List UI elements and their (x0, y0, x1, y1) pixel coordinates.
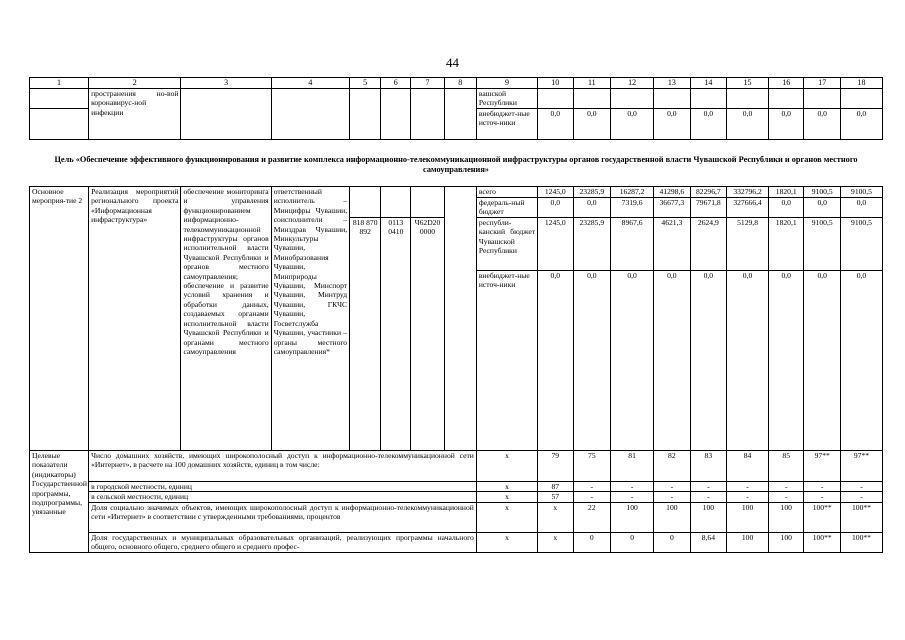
cont-col5 (350, 89, 381, 140)
indicator-value: 0 (611, 532, 654, 552)
funding-value: 36677,3 (654, 198, 691, 218)
grbs-code: 818 870 892 (350, 218, 381, 451)
measure-description: обеспечение мониторинга и управления функционированием информационно-телекоммуникационной инфраструктуры органов исполнительной власти Чувашской Республики и органов местного самоуправления; обеспечение и развитие условий хранения и обработки данных, создаваемых органами исполнительной власти Чувашской Республики и органами местного самоуправления (181, 187, 271, 451)
indicator-value: 8,64 (690, 532, 727, 552)
source-republic: республи-канский бюджет Чувашской Республики (476, 218, 537, 271)
indicator-value: - (573, 482, 611, 492)
continuation-table (29, 77, 883, 140)
main-table (29, 186, 883, 553)
indicator-value: - (573, 492, 611, 502)
indicator-value: - (654, 492, 691, 502)
funding-value: 0,0 (769, 271, 804, 451)
cont-extrabudget-value: 0,0 (840, 109, 882, 140)
funding-value: 0,0 (573, 198, 611, 218)
funding-value: 0,0 (573, 271, 611, 451)
funding-value: 1820,1 (769, 218, 804, 271)
indicator-row (30, 451, 883, 482)
header-col-18: 18 (840, 78, 882, 89)
cont-col1 (30, 89, 89, 109)
header-col-8: 8 (444, 78, 476, 89)
funding-value: 82296,7 (690, 187, 727, 198)
page-number: 44 (446, 55, 459, 70)
funding-value: 9100,5 (804, 187, 841, 198)
indicator-value: 97** (804, 451, 841, 482)
indicator-value: 100 (769, 532, 804, 552)
funding-value: 5129,8 (727, 218, 769, 271)
indicator-value: - (804, 482, 841, 492)
indicator-text: Доля государственных и муниципальных образовательных организаций, реализующих программы начального общего, основного общего, среднего общего и среднего профес- (89, 532, 477, 552)
funding-value: 7319,6 (611, 198, 654, 218)
measure-name: Реализация мероприятий регионального проекта «Информационная инфраструктура» (89, 187, 181, 451)
header-col-15: 15 (727, 78, 769, 89)
funding-value: 0,0 (840, 271, 882, 451)
funding-value: 327666,4 (727, 198, 769, 218)
indicator-value: 87 (538, 482, 573, 492)
indicator-value: - (611, 482, 654, 492)
indicator-value: 100 (727, 532, 769, 552)
funding-value: 41298,6 (654, 187, 691, 198)
funding-value: 79671,8 (690, 198, 727, 218)
header-col-12: 12 (611, 78, 654, 89)
cont-extrabudget-value: 0,0 (538, 109, 573, 140)
funding-value: 2624,9 (690, 218, 727, 271)
cont-col6 (381, 89, 411, 140)
measure-type: Основное мероприя-тие 2 (30, 187, 89, 451)
indicator-value: 0 (573, 532, 611, 552)
cont-row-republic (30, 89, 883, 109)
indicator-value: 81 (611, 451, 654, 482)
indicator-value: 100 (769, 502, 804, 532)
funding-value: 23285,9 (573, 218, 611, 271)
indicator-row (30, 532, 883, 552)
cont-col7 (411, 89, 444, 140)
indicator-value: 97** (840, 451, 882, 482)
indicator-value: - (654, 482, 691, 492)
indicator-text: Число домашних хозяйств, имеющих широкополосный доступ к информационно-телекоммуникационной сети «Интернет», в расчете на 100 домашних хозяйств, единиц в том числе: (89, 451, 477, 482)
indicator-value: 22 (573, 502, 611, 532)
funding-value: 0,0 (804, 271, 841, 451)
indicator-value: - (769, 482, 804, 492)
cont-source-republic: вашской Республики (476, 89, 537, 109)
indicator-row (30, 502, 883, 532)
indicator-value: - (690, 492, 727, 502)
indicator-value: 84 (727, 451, 769, 482)
indicator-col9: x (476, 451, 537, 482)
funding-value: 0,0 (538, 271, 573, 451)
indicator-value: - (690, 482, 727, 492)
indicator-value: 83 (690, 451, 727, 482)
funding-value: 1820,1 (769, 187, 804, 198)
indicator-value: - (727, 492, 769, 502)
indicator-value: 85 (769, 451, 804, 482)
funding-value: 4621,3 (654, 218, 691, 271)
funding-value: 0,0 (769, 198, 804, 218)
header-col-2: 2 (89, 78, 181, 89)
indicator-value: - (727, 482, 769, 492)
header-col-1: 1 (30, 78, 89, 89)
cont-extrabudget-value: 0,0 (611, 109, 654, 140)
source-total: всего (476, 187, 537, 198)
cont-source-extrabudget: внебюджет-ные источ-ники (476, 109, 537, 140)
funding-value: 0,0 (804, 198, 841, 218)
indicator-value: 100** (804, 532, 841, 552)
indicator-value: - (840, 492, 882, 502)
indicator-col9: x (476, 502, 537, 532)
funding-value: 9100,5 (804, 218, 841, 271)
indicator-value: - (840, 482, 882, 492)
indicator-text: Доля социально значимых объектов, имеющих широкополосный доступ к информационно-телекоммуникационной сети «Интернет» в соответствии с утвержденными требованиями, процентов (89, 502, 477, 532)
header-col-3: 3 (181, 78, 271, 89)
indicator-value: 100 (690, 502, 727, 532)
header-col-4: 4 (271, 78, 349, 89)
source-extrabudget: внебюджет-ные источ-ники (476, 271, 537, 451)
funding-value: 9100,5 (840, 187, 882, 198)
funding-value: 0,0 (611, 271, 654, 451)
source-federal: федераль-ный бюджет (476, 198, 537, 218)
header-col-17: 17 (804, 78, 841, 89)
cont-extrabudget-value: 0,0 (804, 109, 841, 140)
indicator-col9: x (476, 482, 537, 492)
cont-extrabudget-value: 0,0 (727, 109, 769, 140)
indicator-value: 100 (727, 502, 769, 532)
indicator-value: x (538, 532, 573, 552)
indicator-value: 100 (611, 502, 654, 532)
indicator-value: 100** (804, 502, 841, 532)
funding-value: 332796,2 (727, 187, 769, 198)
indicator-text: в городской местности, единиц (89, 482, 477, 492)
indicator-text: в сельской местности, единиц (89, 492, 477, 502)
cont-extrabudget-value: 0,0 (654, 109, 691, 140)
header-col-5: 5 (350, 78, 381, 89)
rzpr-code: 0113 0410 (381, 218, 411, 451)
funding-value: 23285,9 (573, 187, 611, 198)
header-col-13: 13 (654, 78, 691, 89)
indicator-value: 57 (538, 492, 573, 502)
measure-executor: ответственный исполнитель – Минцифры Чувашии, соисполнители – Минздрав Чувашии, Минкультуры Чувашии, Минобразования Чувашии, Минприроды Чувашии, Минспорт Чувашии, Минтруд Чувашии, ГКЧС Чувашии, Госветслужба Чувашии, участники – органы местного самоуправления* (271, 187, 349, 451)
measure-row-total (30, 187, 883, 198)
indicator-value: - (611, 492, 654, 502)
funding-value: 1245,0 (538, 218, 573, 271)
cont-col1b (30, 109, 89, 140)
funding-value: 0,0 (727, 271, 769, 451)
cont-measure-name: пространения но-вой коронавирус-ной инфекции (89, 89, 181, 140)
cont-extrabudget-value: 0,0 (690, 109, 727, 140)
cont-extrabudget-value: 0,0 (769, 109, 804, 140)
header-col-14: 14 (690, 78, 727, 89)
funding-value: 8967,6 (611, 218, 654, 271)
indicator-value: 75 (573, 451, 611, 482)
funding-value: 0,0 (840, 198, 882, 218)
indicator-value: - (804, 492, 841, 502)
header-col-6: 6 (381, 78, 411, 89)
indicator-value: 82 (654, 451, 691, 482)
cont-col3 (181, 89, 271, 140)
funding-value: 0,0 (690, 271, 727, 451)
funding-value: 0,0 (538, 198, 573, 218)
cont-col8 (444, 89, 476, 140)
indicator-value: 0 (654, 532, 691, 552)
header-col-11: 11 (573, 78, 611, 89)
indicator-value: - (769, 492, 804, 502)
header-col-16: 16 (769, 78, 804, 89)
indicator-value: 100** (840, 502, 882, 532)
header-col-9: 9 (476, 78, 537, 89)
header-col-7: 7 (411, 78, 444, 89)
header-row (30, 78, 883, 89)
indicator-value: x (538, 502, 573, 532)
cont-col4 (271, 89, 349, 140)
goal-heading: Цель «Обеспечение эффективного функционирования и развитие комплекса информационно-телекоммуникационной инфраструктуры органов государственной власти Чувашской Республики и органов местного самоуправления» (54, 155, 858, 174)
indicator-value: 79 (538, 451, 573, 482)
indicator-row (30, 492, 883, 502)
cont-extrabudget-value: 0,0 (573, 109, 611, 140)
funding-value: 16287,2 (611, 187, 654, 198)
indicator-value: 100 (654, 502, 691, 532)
funding-value: 1245,0 (538, 187, 573, 198)
indicator-col9: x (476, 492, 537, 502)
indicator-value: 100** (840, 532, 882, 552)
funding-value: 9100,5 (840, 218, 882, 271)
funding-value: 0,0 (654, 271, 691, 451)
indicator-col9: x (476, 532, 537, 552)
csr-code: Ч62D20 0000 (411, 218, 444, 451)
indicator-row (30, 482, 883, 492)
indicators-label: Целевые показатели (индикаторы) Государственной программы, подпрограммы, увязанные (30, 451, 89, 553)
header-col-10: 10 (538, 78, 573, 89)
